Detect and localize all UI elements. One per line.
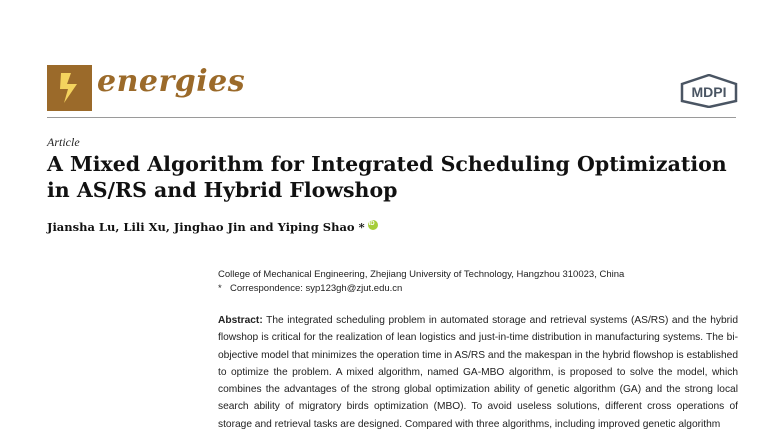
journal-name[interactable]: energies xyxy=(97,64,246,99)
lightning-bolt-icon xyxy=(55,71,85,105)
journal-logo xyxy=(47,65,92,111)
article-type-label: Article xyxy=(47,135,80,149)
orcid-icon[interactable] xyxy=(368,220,378,230)
affiliation-text: College of Mechanical Engineering, Zhejiang University of Technology, Hangzhou 310023, China xyxy=(218,269,625,280)
abstract-label: Abstract: xyxy=(218,315,263,326)
correspondence-line xyxy=(218,282,758,296)
abstract-text: The integrated scheduling problem in automated storage and retrieval systems (AS/RS) and the hybrid flowshop is critical for the realization of lean logistics and just-in-time distribution in manufacturing systems. The bi-objective model that minimizes the operation time in AS/RS and the makespan in the hybrid flowshop is established to optimize the problem. A mixed algorithm, named GA-MBO algorithm, is proposed to solve the model, which combines the advantages of the strong global optimization ability of genetic algorithm (GA) and the strong local search ability of migratory birds optimization (MBO). To avoid useless solutions, different cross operations of storage and retrieval tasks are designed. Compared with three algorithms, including improved genetic algorithm xyxy=(218,315,738,430)
article-title: A Mixed Algorithm for Integrated Scheduling Optimization in AS/RS and Hybrid Flowshop xyxy=(47,152,727,202)
correspondence-text[interactable]: Correspondence: syp123gh@zjut.edu.cn xyxy=(230,283,403,294)
authors-text[interactable]: Jiansha Lu, Lili Xu, Jinghao Jin and Yiping Shao * xyxy=(47,220,365,234)
abstract xyxy=(218,312,738,433)
affiliation-block xyxy=(218,268,758,296)
correspondence-marker: * xyxy=(218,283,222,294)
mdpi-logo[interactable] xyxy=(680,74,738,108)
header-divider xyxy=(47,117,736,118)
publisher-logo-text: MDPI xyxy=(691,84,727,100)
author-list xyxy=(47,220,378,234)
